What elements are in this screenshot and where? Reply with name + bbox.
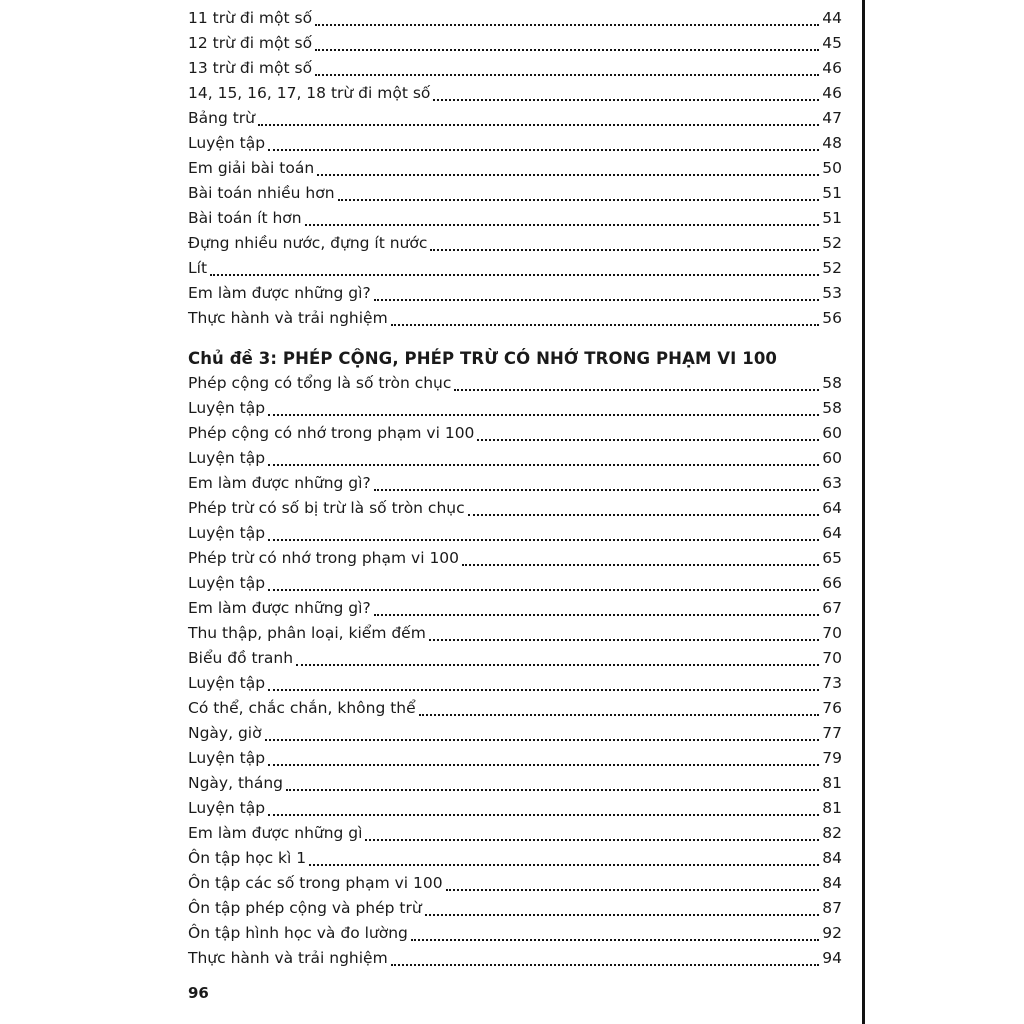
dot-leader: [338, 190, 820, 201]
dot-leader: [315, 65, 819, 76]
toc-entry: [188, 421, 842, 446]
toc-entry-page: 70: [822, 624, 842, 642]
toc-entry-page: 52: [822, 259, 842, 277]
dot-leader: [315, 40, 819, 51]
dot-leader: [430, 240, 819, 251]
toc-entry-page: 92: [822, 924, 842, 942]
toc-entry: [188, 696, 842, 721]
dot-leader: [446, 880, 820, 891]
dot-leader: [391, 315, 820, 326]
toc-entry: [188, 181, 842, 206]
toc-entry-page: 58: [822, 374, 842, 392]
toc-entry-page: 52: [822, 234, 842, 252]
toc-entry: [188, 921, 842, 946]
toc-entry-page: 73: [822, 674, 842, 692]
toc-entry-title: Thực hành và trải nghiệm: [188, 949, 388, 967]
toc-entry-title: Lít: [188, 259, 208, 277]
toc-entry-title: Luyện tập: [188, 399, 266, 417]
dot-leader: [268, 805, 819, 816]
toc-entry-title: Đựng nhiều nước, đựng ít nước: [188, 234, 428, 252]
toc-entry: [188, 671, 842, 696]
dot-leader: [365, 830, 819, 841]
dot-leader: [265, 730, 820, 741]
toc-entry-title: Bài toán ít hơn: [188, 209, 302, 227]
toc-entry: [188, 521, 842, 546]
dot-leader: [462, 555, 819, 566]
toc-entry: [188, 796, 842, 821]
page-edge-line: [862, 0, 865, 1024]
toc-entry-title: Em làm được những gì?: [188, 599, 371, 617]
toc-entry-page: 81: [822, 799, 842, 817]
toc-entry-page: 46: [822, 59, 842, 77]
toc-entry: [188, 946, 842, 971]
dot-leader: [468, 505, 820, 516]
page-number: 96: [188, 984, 209, 1002]
toc-entry-page: 63: [822, 474, 842, 492]
toc-entry-title: 14, 15, 16, 17, 18 trừ đi một số: [188, 84, 431, 102]
toc-entry: [188, 571, 842, 596]
toc-entry: [188, 746, 842, 771]
toc-entry-page: 44: [822, 9, 842, 27]
toc-entry-title: Ôn tập học kì 1: [188, 849, 307, 867]
dot-leader: [268, 580, 819, 591]
toc-entry-page: 79: [822, 749, 842, 767]
toc-entry-page: 53: [822, 284, 842, 302]
toc-entry: [188, 396, 842, 421]
toc-entry-title: Ôn tập phép cộng và phép trừ: [188, 899, 422, 917]
toc-entry-title: Luyện tập: [188, 674, 266, 692]
toc-entry-page: 56: [822, 309, 842, 327]
dot-leader: [429, 630, 819, 641]
toc-entry-title: Ngày, giờ: [188, 724, 262, 742]
dot-leader: [477, 430, 819, 441]
toc-entry: [188, 871, 842, 896]
dot-leader: [268, 455, 819, 466]
toc-entry-title: Luyện tập: [188, 799, 266, 817]
toc-entry-page: 81: [822, 774, 842, 792]
toc-entry-page: 50: [822, 159, 842, 177]
dot-leader: [268, 140, 819, 151]
toc-entry-title: Thực hành và trải nghiệm: [188, 309, 388, 327]
toc-entry: [188, 306, 842, 331]
dot-leader: [391, 955, 820, 966]
toc-entry-page: 94: [822, 949, 842, 967]
toc-entry-title: Em làm được những gì?: [188, 284, 371, 302]
toc-entry-title: 11 trừ đi một số: [188, 9, 313, 27]
toc-entry-title: Luyện tập: [188, 134, 266, 152]
toc-entry-page: 77: [822, 724, 842, 742]
toc-entry: [188, 281, 842, 306]
toc-entry: [188, 256, 842, 281]
toc-entry: [188, 6, 842, 31]
toc-entry-title: Luyện tập: [188, 524, 266, 542]
toc-entry: [188, 131, 842, 156]
toc-entry-title: Ngày, tháng: [188, 774, 284, 792]
toc-entry-page: 60: [822, 449, 842, 467]
dot-leader: [296, 655, 819, 666]
toc-entry-title: Em giải bài toán: [188, 159, 315, 177]
toc-entry: [188, 106, 842, 131]
toc-entry: [188, 621, 842, 646]
toc-entry-title: Phép trừ có nhớ trong phạm vi 100: [188, 549, 460, 567]
toc-entry: [188, 596, 842, 621]
toc-entry-page: 84: [822, 874, 842, 892]
dot-leader: [258, 115, 819, 126]
toc-entry-page: 51: [822, 209, 842, 227]
dot-leader: [374, 290, 820, 301]
toc-entry: [188, 156, 842, 181]
toc-entry-title: Phép trừ có số bị trừ là số tròn chục: [188, 499, 465, 517]
toc-entry-page: 84: [822, 849, 842, 867]
toc-entry: [188, 771, 842, 796]
toc-entry: [188, 446, 842, 471]
dot-leader: [305, 215, 820, 226]
toc-entry-title: 12 trừ đi một số: [188, 34, 313, 52]
toc-entry-page: 64: [822, 524, 842, 542]
toc-entry-title: Bài toán nhiều hơn: [188, 184, 335, 202]
toc-entry: [188, 846, 842, 871]
toc-entry: [188, 31, 842, 56]
toc-entry: [188, 56, 842, 81]
toc-entry-title: Phép cộng có nhớ trong phạm vi 100: [188, 424, 475, 442]
toc-entry: [188, 896, 842, 921]
dot-leader: [425, 905, 820, 916]
toc-section-list: [188, 6, 842, 331]
toc-entry-title: 13 trừ đi một số: [188, 59, 313, 77]
toc-entry: [188, 646, 842, 671]
toc-entry-title: Thu thập, phân loại, kiểm đếm: [188, 624, 426, 642]
dot-leader: [268, 755, 819, 766]
toc-entry-page: 76: [822, 699, 842, 717]
toc-entry-page: 58: [822, 399, 842, 417]
toc-entry-page: 60: [822, 424, 842, 442]
toc-entry: [188, 546, 842, 571]
toc-entry-page: 66: [822, 574, 842, 592]
toc-entry: [188, 496, 842, 521]
dot-leader: [454, 380, 819, 391]
dot-leader: [268, 680, 819, 691]
toc-entry-title: Luyện tập: [188, 449, 266, 467]
dot-leader: [268, 530, 819, 541]
dot-leader: [317, 165, 819, 176]
chapter-heading: Chủ đề 3: PHÉP CỘNG, PHÉP TRỪ CÓ NHỚ TRONG PHẠM VI 100: [188, 349, 777, 368]
toc-entry: [188, 206, 842, 231]
dot-leader: [374, 480, 820, 491]
toc-entry-title: Có thể, chắc chắn, không thể: [188, 699, 416, 717]
toc-entry-title: Luyện tập: [188, 574, 266, 592]
toc-entry-title: Em làm được những gì: [188, 824, 363, 842]
dot-leader: [433, 90, 819, 101]
dot-leader: [315, 15, 819, 26]
dot-leader: [268, 405, 819, 416]
toc-entry: [188, 721, 842, 746]
toc-entry: [188, 471, 842, 496]
toc-entry-title: Biểu đồ tranh: [188, 649, 294, 667]
toc-chapter-list: [188, 371, 842, 971]
toc-entry-page: 48: [822, 134, 842, 152]
toc-entry-page: 46: [822, 84, 842, 102]
dot-leader: [309, 855, 819, 866]
toc-entry-page: 82: [822, 824, 842, 842]
toc-entry-title: Luyện tập: [188, 749, 266, 767]
toc-entry-page: 45: [822, 34, 842, 52]
toc-entry-page: 65: [822, 549, 842, 567]
toc-entry-title: Phép cộng có tổng là số tròn chục: [188, 374, 452, 392]
toc-entry: [188, 81, 842, 106]
toc-entry-page: 64: [822, 499, 842, 517]
toc-entry-title: Bảng trừ: [188, 109, 255, 127]
toc-entry: [188, 371, 842, 396]
toc-entry-page: 51: [822, 184, 842, 202]
toc-entry-page: 87: [822, 899, 842, 917]
toc-entry-title: Ôn tập các số trong phạm vi 100: [188, 874, 443, 892]
table-of-contents: [188, 6, 842, 971]
dot-leader: [411, 930, 819, 941]
toc-entry-page: 67: [822, 599, 842, 617]
dot-leader: [210, 265, 819, 276]
dot-leader: [374, 605, 820, 616]
dot-leader: [419, 705, 820, 716]
toc-entry-title: Em làm được những gì?: [188, 474, 371, 492]
dot-leader: [286, 780, 819, 791]
toc-entry-page: 70: [822, 649, 842, 667]
toc-entry: [188, 231, 842, 256]
toc-entry-page: 47: [822, 109, 842, 127]
toc-entry-title: Ôn tập hình học và đo lường: [188, 924, 408, 942]
toc-entry: [188, 821, 842, 846]
